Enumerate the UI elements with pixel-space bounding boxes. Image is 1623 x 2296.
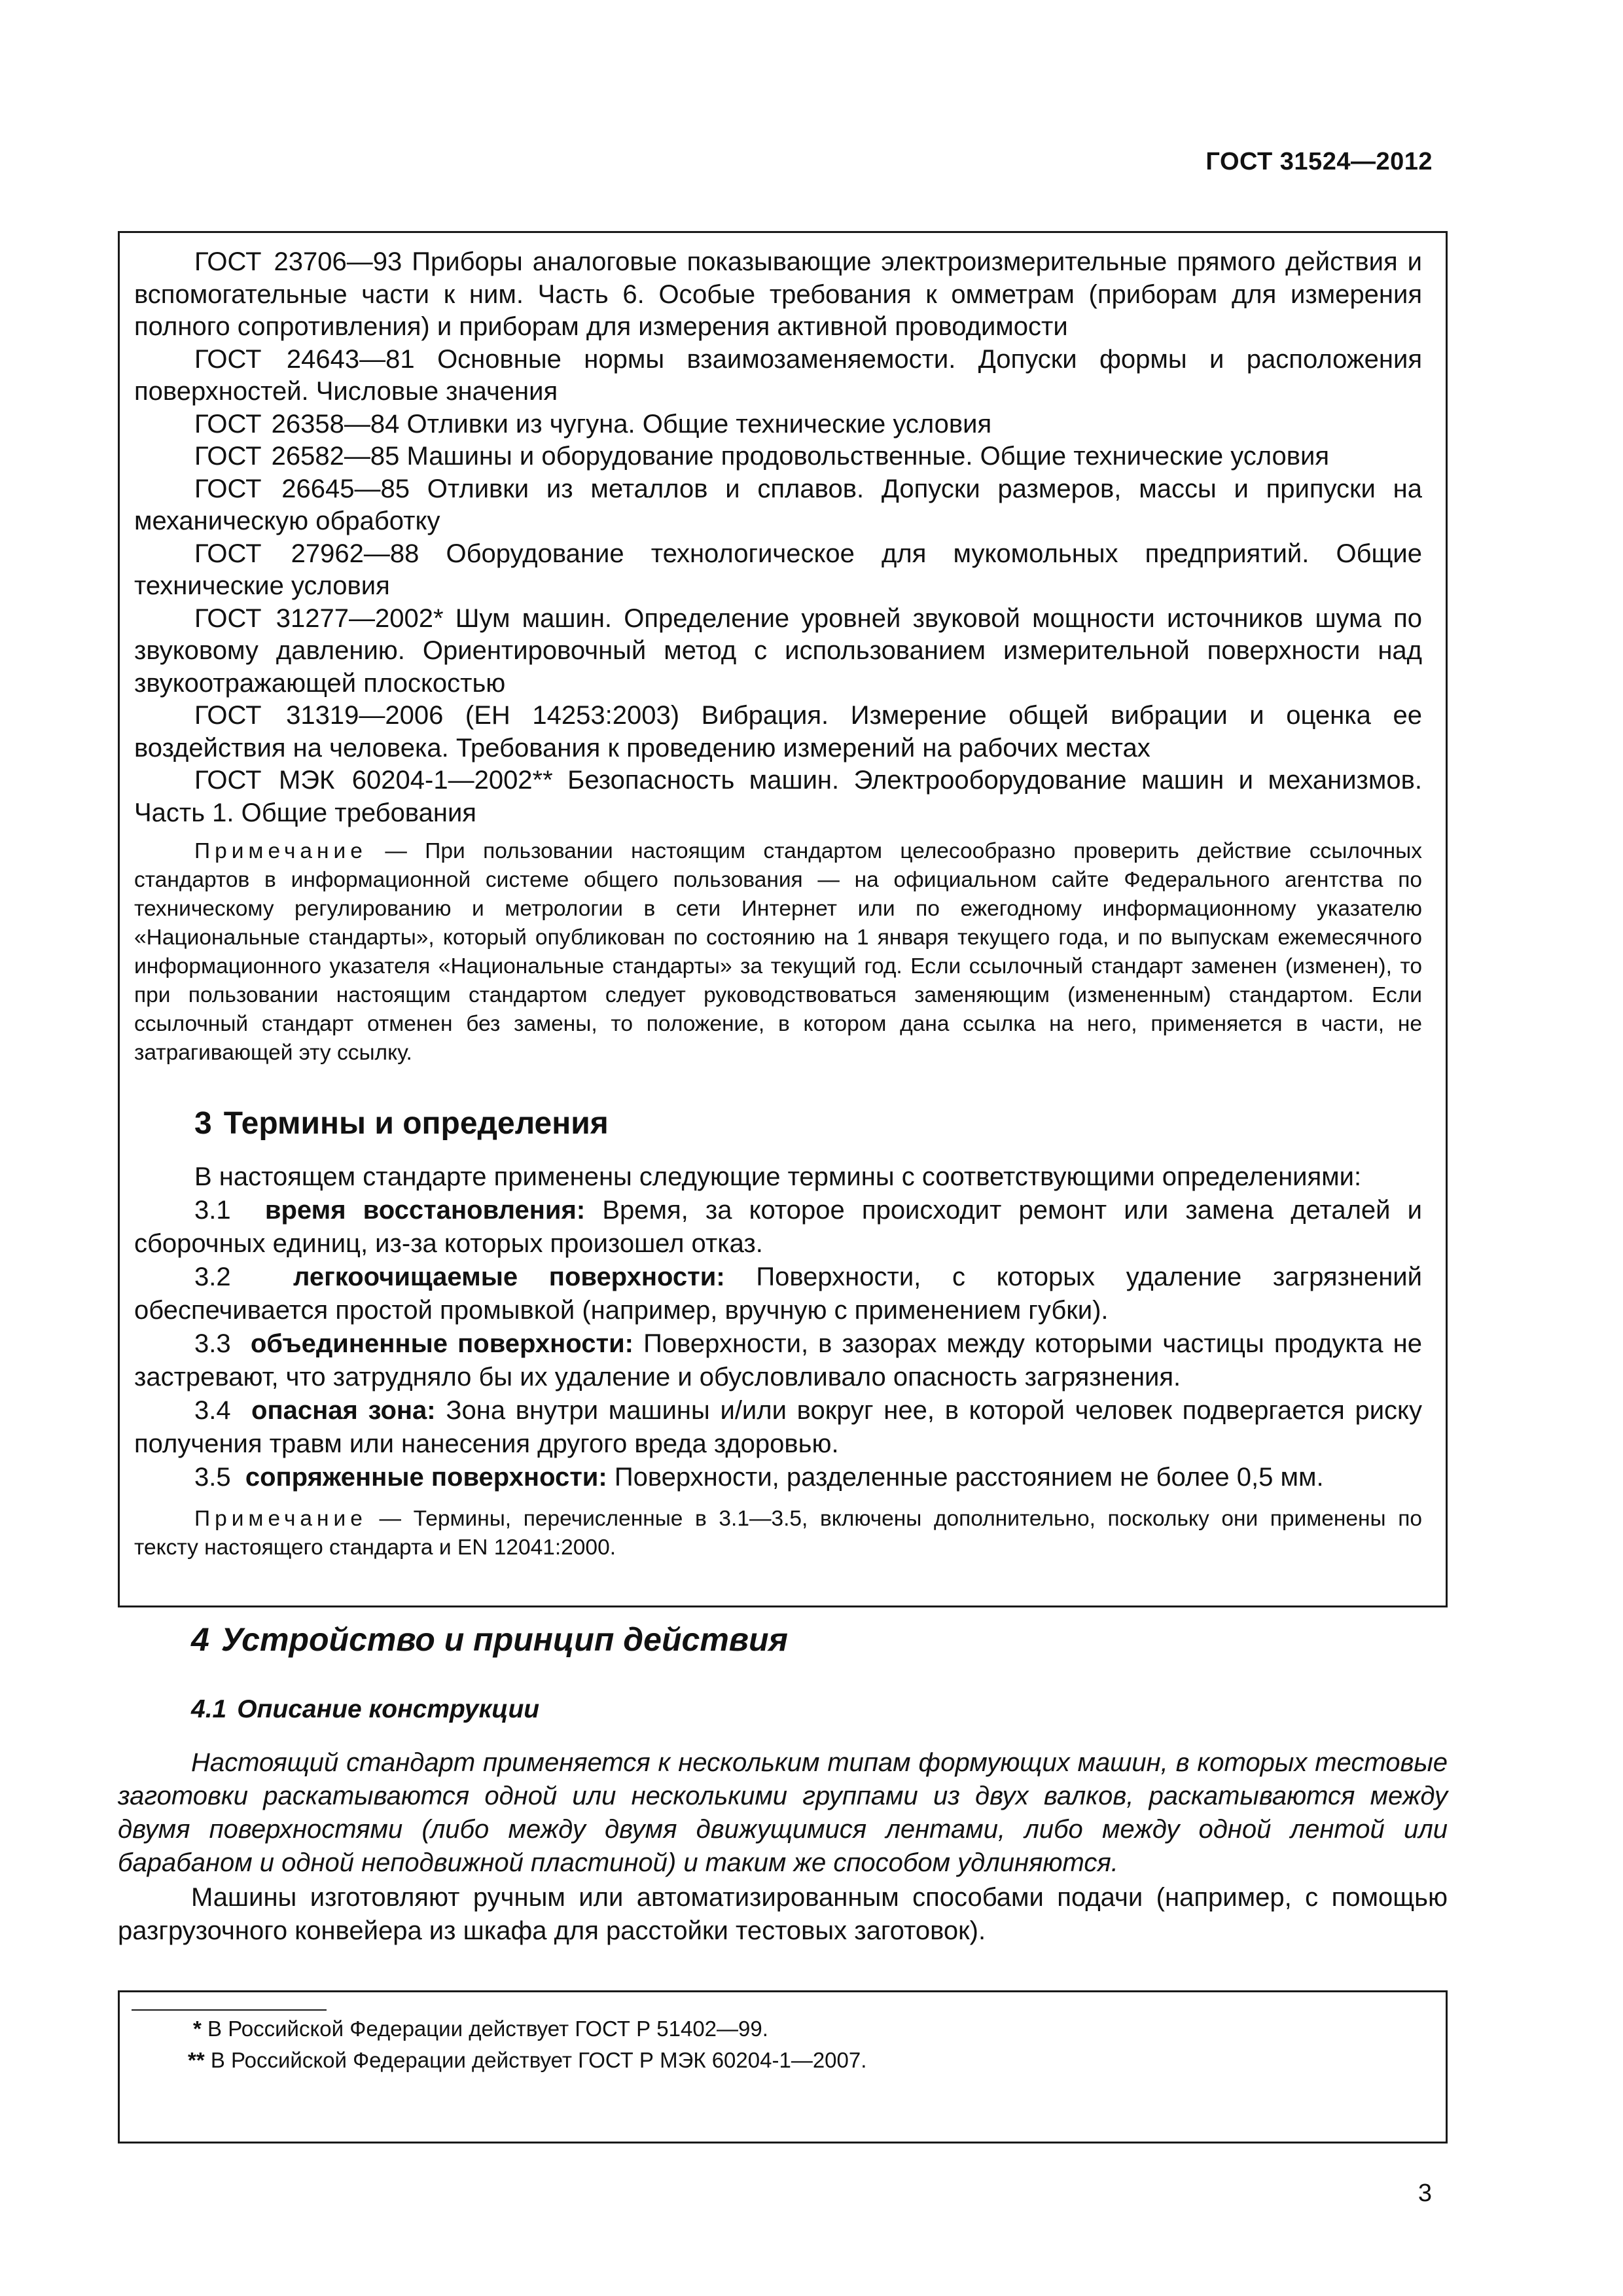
reference-item <box>134 440 1422 473</box>
reference-code: ГОСТ 26358—84 <box>194 409 400 439</box>
term-name: опасная зона: <box>251 1396 436 1425</box>
reference-title: Оборудование технологическое для мукомольных предприятий. Общие технические условия <box>134 539 1422 600</box>
term-definition: Поверхности, с которых удаление загрязнений обеспечивается простой промывкой (например, вручную с применением губки). <box>134 1263 1422 1325</box>
term-definition: Зона внутри машины и/или вокруг нее, в которой человек подвергается риску получения травм или нанесения другого вреда здоровью. <box>134 1396 1422 1458</box>
body-paragraph <box>118 1746 1448 1880</box>
references-note <box>134 837 1422 1067</box>
reference-item <box>134 603 1422 700</box>
reference-item <box>134 764 1422 829</box>
term-definition: Поверхности, разделенные расстоянием не более 0,5 мм. <box>614 1463 1324 1492</box>
reference-title: Отливки из металлов и сплавов. Допуски размеров, массы и припуски на механическую обработку <box>134 474 1422 535</box>
reference-title: Машины и оборудование продовольственные. Общие технические условия <box>406 442 1330 471</box>
page-number: 3 <box>1418 2179 1432 2207</box>
reference-item <box>134 344 1422 408</box>
reference-item <box>134 246 1422 344</box>
section-title: Термины и определения <box>223 1106 609 1141</box>
terms-intro-text: В настоящем стандарте применены следующие термины с соответствующими определениями: <box>194 1162 1362 1191</box>
term-item <box>134 1261 1422 1327</box>
footnote-divider <box>132 2009 327 2011</box>
term-item <box>134 1194 1422 1261</box>
reference-code: ГОСТ 23706—93 <box>194 247 402 276</box>
term-number: 3.5 <box>194 1463 231 1492</box>
footnote-text: В Российской Федерации действует ГОСТ Р 51402—99. <box>207 2017 768 2041</box>
subsection-4-1-heading <box>191 1695 539 1724</box>
footnote-text: В Российской Федерации действует ГОСТ Р МЭК 60204-1—2007. <box>210 2048 867 2072</box>
subsection-number: 4.1 <box>191 1695 227 1723</box>
section-4-heading <box>191 1619 788 1660</box>
reference-code: ГОСТ 26645—85 <box>194 474 410 503</box>
term-number: 3.2 <box>194 1263 231 1291</box>
section-title: Устройство и принцип действия <box>221 1621 788 1658</box>
framed-content-block <box>118 231 1448 1607</box>
term-item <box>134 1394 1422 1461</box>
term-definition: Время, за которое происходит ремонт или замена деталей и сборочных единиц, из-за которых произошел отказ. <box>134 1196 1422 1258</box>
body-paragraph <box>118 1881 1448 1948</box>
term-number: 3.1 <box>194 1196 231 1225</box>
reference-title: Основные нормы взаимозаменяемости. Допуски формы и расположения поверхностей. Числовые значения <box>134 344 1422 406</box>
reference-title: Шум машин. Определение уровней звуковой мощности источников шума по звуковому давлению. Ориентировочный метод с использованием измерительной поверхности над звукоотражающей плоскостью <box>134 603 1422 698</box>
reference-item <box>134 408 1422 441</box>
reference-code: ГОСТ 31277—2002* <box>194 603 444 633</box>
term-name: сопряженные поверхности: <box>245 1463 607 1492</box>
reference-code: ГОСТ 26582—85 <box>194 442 400 471</box>
section-number: 3 <box>194 1106 212 1141</box>
term-number: 3.3 <box>194 1329 231 1358</box>
paragraph-text: Настоящий стандарт применяется к нескольким типам формующих машин, в которых тестовые заготовки раскатываются одной или несколькими группами из двух валков, раскатываются между двумя поверхностями (либо между двумя движущимися лентами, либо между одной лентой или барабаном и одной неподвижной пластиной) и таким же способом удлиняются. <box>118 1748 1448 1877</box>
reference-code: ГОСТ 24643—81 <box>194 344 415 374</box>
term-name: объединенные поверхности: <box>250 1329 633 1358</box>
term-item <box>134 1327 1422 1394</box>
reference-code: ГОСТ 31319—2006 <box>194 701 444 730</box>
term-item <box>134 1461 1422 1494</box>
footnote <box>193 2016 768 2042</box>
subsection-title: Описание конструкции <box>237 1695 540 1723</box>
footnote <box>188 2047 866 2073</box>
terms-note <box>134 1505 1422 1562</box>
reference-item <box>134 473 1422 538</box>
reference-title: (ЕН 14253:2003) Вибрация. Измерение общей вибрации и оценка ее воздействия на человека. Требования к проведению измерений на рабочих местах <box>134 701 1422 762</box>
reference-title: Отливки из чугуна. Общие технические условия <box>406 409 992 439</box>
reference-title: Приборы аналоговые показывающие электроизмерительные прямого действия и вспомогательные части к ним. Часть 6. Особые требования к омметрам (приборам для измерения полного сопротивления) и приборам для измерения активной проводимости <box>134 247 1422 341</box>
reference-item <box>134 538 1422 603</box>
term-number: 3.4 <box>194 1396 231 1425</box>
reference-item <box>134 700 1422 764</box>
document-code: ГОСТ 31524—2012 <box>1205 148 1433 175</box>
note-text: — При пользовании настоящим стандартом целесообразно проверить действие ссылочных стандартов в информационной системе общего пользования — на официальном сайте Федерального агентства по техническому регулированию и метрологии в сети Интернет или по ежегодному информационному указателю «Национальные стандарты», который опубликован по состоянию на 1 января текущего года, и по выпускам ежемесячного информационного указателя «Национальные стандарты» за текущий год. Если ссылочный стандарт заменен (изменен), то при пользовании настоящим стандартом следует руководствоваться заменяющим (измененным) стандартом. Если ссылочный стандарт отменен без замены, то положение, в котором дана ссылка на него, применяется в части, не затрагивающей эту ссылку. <box>134 839 1422 1065</box>
section-3-heading <box>134 1104 1422 1143</box>
note-text: — Термины, перечисленные в 3.1—3.5, включены дополнительно, поскольку они применены по тексту настоящего стандарта и EN 12041:2000. <box>134 1507 1422 1560</box>
paragraph-text: Машины изготовляют ручным или автоматизированным способами подачи (например, с помощью разгрузочного конвейера из шкафа для расстойки тестовых заготовок). <box>118 1883 1448 1945</box>
reference-code: ГОСТ 27962—88 <box>194 539 419 568</box>
terms-intro <box>134 1160 1422 1194</box>
footnote-mark: * <box>193 2017 202 2041</box>
section-number: 4 <box>191 1621 209 1658</box>
term-name: легкоочищаемые поверхности: <box>293 1263 725 1291</box>
note-label: Примечание <box>194 839 367 863</box>
term-definition: Поверхности, в зазорах между которыми частицы продукта не застревают, что затрудняло бы их удаление и обусловливало опасность загрязнения. <box>134 1329 1422 1391</box>
term-name: время восстановления: <box>264 1196 586 1225</box>
note-label: Примечание <box>194 1507 367 1531</box>
reference-code: ГОСТ МЭК 60204-1—2002** <box>194 766 553 795</box>
footnote-mark: ** <box>188 2048 205 2072</box>
reference-title: Безопасность машин. Электрооборудование машин и механизмов. Часть 1. Общие требования <box>134 766 1422 827</box>
footnotes-block <box>118 1990 1448 2144</box>
